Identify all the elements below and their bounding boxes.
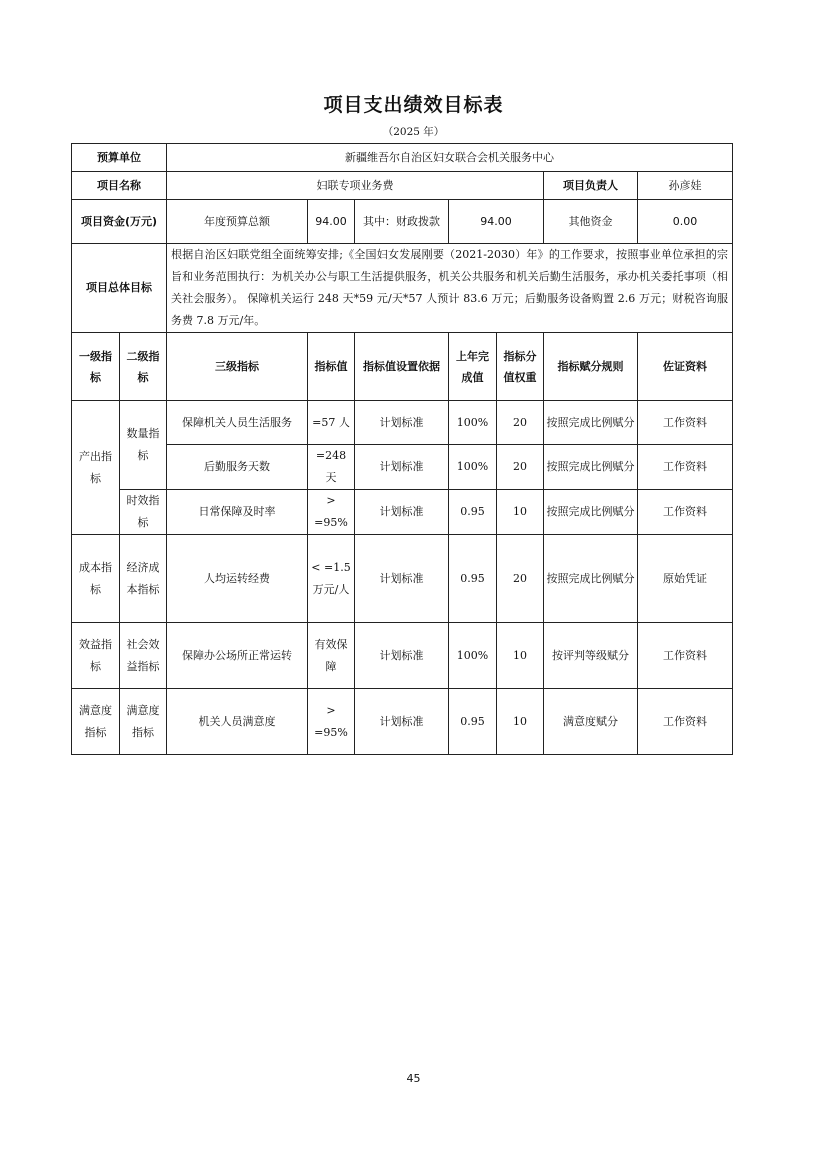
value-cell: =248 天 bbox=[308, 445, 355, 490]
performance-table bbox=[71, 143, 733, 755]
page-title: 项目支出绩效目标表 bbox=[323, 94, 504, 116]
annual-budget-value: 94.00 bbox=[308, 200, 355, 244]
goal-text: 根据自治区妇联党组全面统筹安排;《全国妇女发展刚要（2021-2030）年》的工作要求，按照事业单位承担的宗旨和业务范围执行：为机关办公与职工生活提供服务，机关公共服务和机关后勤生活服务，承办机关委托事项（相关社会服务）。 保障机关运行 248 天*59 元/天*57 人预计 83.6 万元；后勤服务设备购置 2.6 万元；财税咨询服务费 7.8 万元/年。 bbox=[167, 244, 733, 333]
weight-cell: 20 bbox=[497, 535, 544, 623]
header-l3: 三级指标 bbox=[167, 333, 308, 401]
weight-cell: 10 bbox=[497, 490, 544, 535]
header-value: 指标值 bbox=[308, 333, 355, 401]
header-l1: 一级指标 bbox=[72, 333, 120, 401]
header-evidence: 佐证资料 bbox=[638, 333, 733, 401]
evidence-cell: 工作资料 bbox=[638, 623, 733, 689]
rule-cell: 按照完成比例赋分 bbox=[544, 535, 638, 623]
rule-cell: 满意度赋分 bbox=[544, 689, 638, 755]
l3-cell: 保障机关人员生活服务 bbox=[167, 401, 308, 445]
rule-cell: 按照完成比例赋分 bbox=[544, 490, 638, 535]
value-cell: < =1.5 万元/人 bbox=[308, 535, 355, 623]
group-satisfaction: 满意度指标 bbox=[72, 689, 120, 755]
table-row bbox=[72, 445, 733, 490]
group-output: 产出指标 bbox=[72, 401, 120, 535]
basis-cell: 计划标准 bbox=[355, 535, 449, 623]
rule-cell: 按照完成比例赋分 bbox=[544, 445, 638, 490]
value-cell: > =95% bbox=[308, 490, 355, 535]
last-year-cell: 100% bbox=[449, 445, 497, 490]
value-cell: =57 人 bbox=[308, 401, 355, 445]
l3-cell: 保障办公场所正常运转 bbox=[167, 623, 308, 689]
l3-cell: 后勤服务天数 bbox=[167, 445, 308, 490]
rule-cell: 按照完成比例赋分 bbox=[544, 401, 638, 445]
last-year-cell: 0.95 bbox=[449, 490, 497, 535]
weight-cell: 20 bbox=[497, 401, 544, 445]
l3-cell: 机关人员满意度 bbox=[167, 689, 308, 755]
last-year-cell: 100% bbox=[449, 623, 497, 689]
group-quantity: 数量指标 bbox=[120, 401, 167, 490]
basis-cell: 计划标准 bbox=[355, 490, 449, 535]
table-row bbox=[72, 689, 733, 755]
header-l2: 二级指标 bbox=[120, 333, 167, 401]
weight-cell: 10 bbox=[497, 623, 544, 689]
other-funds-label: 其他资金 bbox=[544, 200, 638, 244]
table-row bbox=[72, 623, 733, 689]
year-label: （2025 年） bbox=[382, 126, 445, 138]
other-funds-value: 0.00 bbox=[638, 200, 733, 244]
fiscal-label: 其中：财政拨款 bbox=[355, 200, 449, 244]
group-social-benefit: 社会效益指标 bbox=[120, 623, 167, 689]
value-cell: 有效保障 bbox=[308, 623, 355, 689]
basis-cell: 计划标准 bbox=[355, 445, 449, 490]
project-name-label: 项目名称 bbox=[72, 172, 167, 200]
group-timeliness: 时效指标 bbox=[120, 490, 167, 535]
funds-label: 项目资金(万元) bbox=[72, 200, 167, 244]
table-row bbox=[72, 490, 733, 535]
goal-label: 项目总体目标 bbox=[72, 244, 167, 333]
table-row bbox=[72, 535, 733, 623]
manager-value: 孙彦娃 bbox=[638, 172, 733, 200]
header-weight: 指标分值权重 bbox=[497, 333, 544, 401]
evidence-cell: 原始凭证 bbox=[638, 535, 733, 623]
manager-label: 项目负责人 bbox=[544, 172, 638, 200]
evidence-cell: 工作资料 bbox=[638, 689, 733, 755]
group-benefit: 效益指标 bbox=[72, 623, 120, 689]
row-funds bbox=[72, 200, 733, 244]
l3-cell: 人均运转经费 bbox=[167, 535, 308, 623]
group-cost: 成本指标 bbox=[72, 535, 120, 623]
annual-budget-label: 年度预算总额 bbox=[167, 200, 308, 244]
weight-cell: 10 bbox=[497, 689, 544, 755]
header-row bbox=[72, 333, 733, 401]
last-year-cell: 100% bbox=[449, 401, 497, 445]
page-number: 45 bbox=[406, 1072, 421, 1085]
value-cell: > =95% bbox=[308, 689, 355, 755]
header-last-year: 上年完成值 bbox=[449, 333, 497, 401]
basis-cell: 计划标准 bbox=[355, 689, 449, 755]
evidence-cell: 工作资料 bbox=[638, 490, 733, 535]
group-satisfaction-sub: 满意度指标 bbox=[120, 689, 167, 755]
group-economic-cost: 经济成本指标 bbox=[120, 535, 167, 623]
weight-cell: 20 bbox=[497, 445, 544, 490]
evidence-cell: 工作资料 bbox=[638, 445, 733, 490]
fiscal-value: 94.00 bbox=[449, 200, 544, 244]
row-goal bbox=[72, 244, 733, 333]
row-project-name bbox=[72, 172, 733, 200]
table-row bbox=[72, 401, 733, 445]
last-year-cell: 0.95 bbox=[449, 689, 497, 755]
last-year-cell: 0.95 bbox=[449, 535, 497, 623]
basis-cell: 计划标准 bbox=[355, 623, 449, 689]
l3-cell: 日常保障及时率 bbox=[167, 490, 308, 535]
budget-unit-value: 新疆维吾尔自治区妇女联合会机关服务中心 bbox=[167, 144, 733, 172]
rule-cell: 按评判等级赋分 bbox=[544, 623, 638, 689]
header-basis: 指标值设置依据 bbox=[355, 333, 449, 401]
header-rule: 指标赋分规则 bbox=[544, 333, 638, 401]
evidence-cell: 工作资料 bbox=[638, 401, 733, 445]
project-name-value: 妇联专项业务费 bbox=[167, 172, 544, 200]
basis-cell: 计划标准 bbox=[355, 401, 449, 445]
row-budget-unit bbox=[72, 144, 733, 172]
budget-unit-label: 预算单位 bbox=[72, 144, 167, 172]
